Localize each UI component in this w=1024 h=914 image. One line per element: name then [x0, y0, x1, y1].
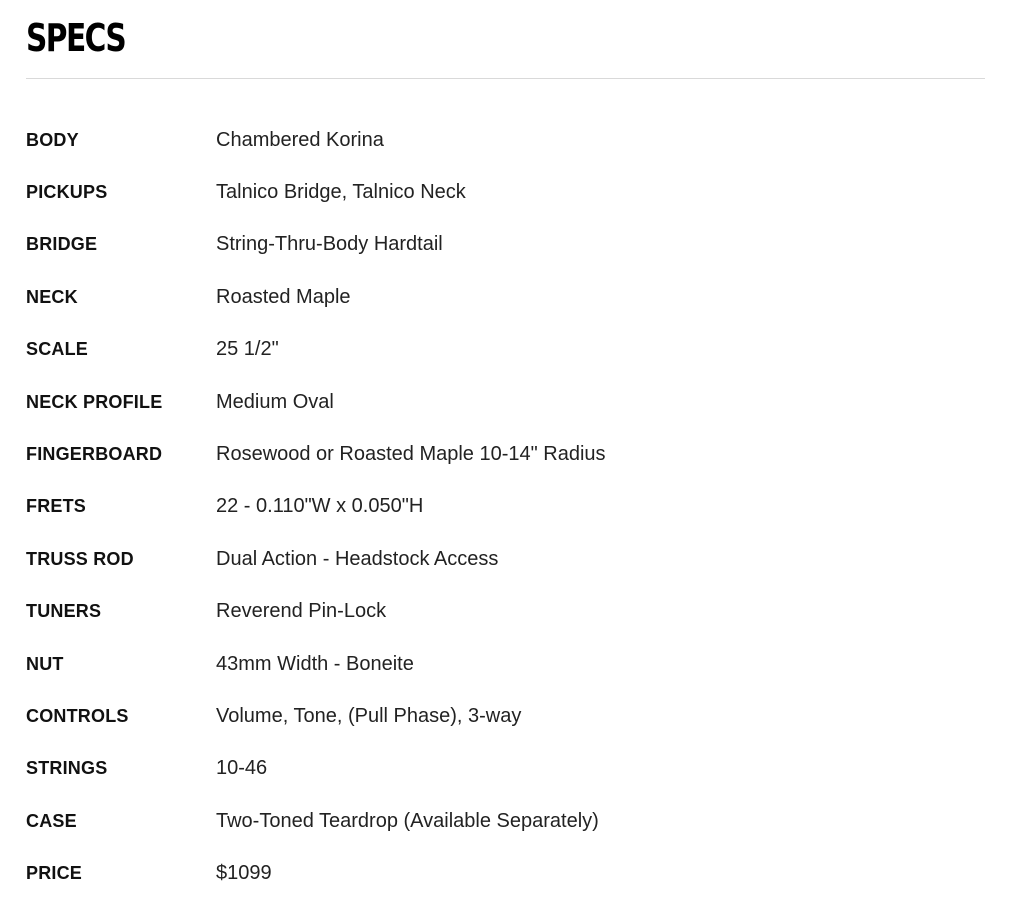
spec-row-neck-profile [26, 376, 985, 428]
spec-label: BODY [26, 129, 79, 150]
spec-row-bridge [26, 219, 985, 271]
spec-value: Volume, Tone, (Pull Phase), 3-way [216, 704, 522, 727]
spec-value: Two-Toned Teardrop (Available Separately) [216, 809, 599, 832]
spec-label: PICKUPS [26, 182, 108, 203]
spec-list [26, 114, 985, 900]
spec-label: NUT [26, 653, 64, 674]
spec-label: CONTROLS [26, 705, 129, 726]
spec-label: SCALE [26, 339, 89, 360]
spec-value: Talnico Bridge, Talnico Neck [216, 181, 466, 204]
spec-value: Rosewood or Roasted Maple 10-14" Radius [216, 443, 606, 466]
spec-row-frets [26, 481, 985, 533]
spec-value: Roasted Maple [216, 285, 351, 308]
spec-label: CASE [26, 810, 77, 831]
spec-row-controls [26, 690, 985, 742]
spec-row-pickups [26, 166, 985, 218]
spec-value: $1099 [216, 862, 272, 885]
spec-value: Reverend Pin-Lock [216, 600, 387, 623]
specs-heading: SPECS [26, 16, 126, 60]
spec-label: NECK PROFILE [26, 391, 163, 412]
spec-label: STRINGS [26, 758, 108, 779]
spec-row-strings [26, 743, 985, 795]
spec-label: TUNERS [26, 601, 102, 622]
spec-row-price [26, 847, 985, 899]
spec-row-neck [26, 271, 985, 323]
spec-row-body [26, 114, 985, 166]
spec-row-case [26, 795, 985, 847]
spec-label: FINGERBOARD [26, 444, 163, 465]
spec-label: NECK [26, 286, 78, 307]
heading-divider [26, 78, 985, 79]
spec-row-nut [26, 638, 985, 690]
spec-row-scale [26, 324, 985, 376]
spec-label: TRUSS ROD [26, 548, 134, 569]
spec-value: 22 - 0.110"W x 0.050"H [216, 495, 424, 518]
spec-value: Dual Action - Headstock Access [216, 547, 499, 570]
spec-value: Medium Oval [216, 390, 334, 413]
spec-value: 43mm Width - Boneite [216, 652, 414, 675]
spec-row-fingerboard [26, 428, 985, 480]
spec-value: String-Thru-Body Hardtail [216, 233, 443, 256]
spec-value: 25 1/2" [216, 338, 279, 361]
spec-row-truss-rod [26, 533, 985, 585]
spec-value: Chambered Korina [216, 128, 384, 151]
spec-label: FRETS [26, 496, 87, 517]
spec-label: BRIDGE [26, 234, 98, 255]
spec-row-tuners [26, 586, 985, 638]
spec-value: 10-46 [216, 757, 268, 780]
spec-label: PRICE [26, 863, 83, 884]
